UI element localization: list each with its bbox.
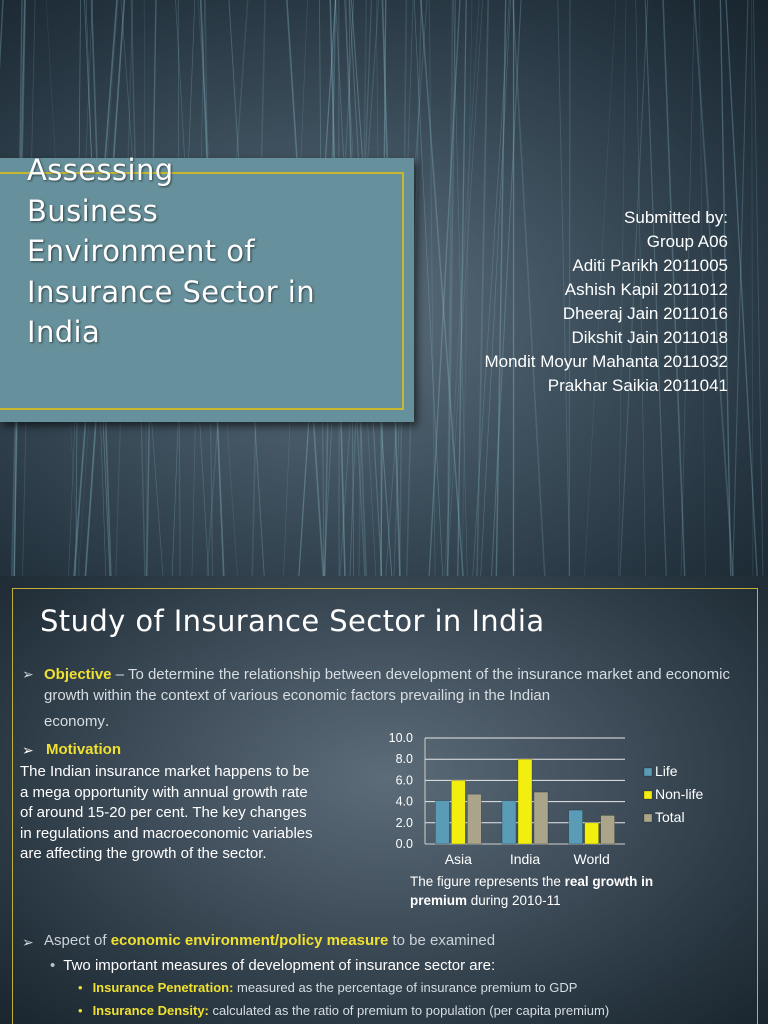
submitted-by-block (484, 206, 728, 398)
y-tick-label: 4.0 (395, 794, 413, 809)
title-line: Environment of (27, 234, 255, 268)
caption-bold: real growth in premium (410, 874, 654, 908)
x-tick-label: World (573, 851, 610, 867)
member-name: Dikshit Jain 2011018 (571, 328, 728, 347)
objective-label: Objective (44, 666, 112, 683)
legend-swatch (644, 768, 652, 776)
x-tick-label: Asia (444, 851, 472, 867)
chart-caption (410, 872, 710, 910)
bar-nonlife-asia (451, 780, 465, 844)
bar-total-asia (467, 794, 481, 844)
background-line (428, 0, 460, 576)
objective-text: – To determine the relationship between development of the insurance market and economic growth within the context of various economic factors prevailing in the Indian (44, 666, 730, 704)
member-name: Aditi Parikh 2011005 (572, 256, 728, 275)
measure-text: measured as the percentage of insurance premium to GDP (233, 980, 578, 995)
bar-life-india (502, 801, 516, 844)
aspect-post: to be examined (388, 932, 496, 949)
background-line (753, 0, 763, 576)
presentation-title (27, 150, 407, 353)
bar-life-asia (435, 801, 449, 844)
measures-intro (50, 957, 495, 974)
caption-post: during 2010-11 (467, 893, 561, 908)
bar-nonlife-world (585, 823, 599, 844)
title-line: Assessing (27, 153, 174, 187)
legend-swatch (644, 814, 652, 822)
bar-total-world (601, 815, 615, 844)
arrow-bullet-icon: ➢ (22, 742, 34, 758)
y-tick-label: 6.0 (395, 773, 413, 788)
background-line (414, 0, 444, 576)
member-name: Ashish Kapil 2011012 (564, 280, 728, 299)
member-name: Dheeraj Jain 2011016 (562, 304, 728, 323)
motivation-text: The Indian insurance market happens to be a mega opportunity with annual growth rate of around 15-20 per cent. The key changes in regulations and macroeconomic variables are affecting the growth of the sector. (20, 763, 313, 862)
submitted-heading: Submitted by: (624, 208, 728, 227)
measure-item (78, 980, 577, 995)
title-line: Business (27, 193, 159, 228)
aspect-line (44, 932, 495, 949)
background-line (752, 0, 753, 576)
bullet-dot-icon: • (50, 957, 56, 974)
y-tick-label: 8.0 (395, 752, 413, 767)
objective-period: . (104, 713, 110, 730)
y-tick-label: 0.0 (395, 837, 413, 851)
measure-item (78, 1003, 609, 1018)
background-line (462, 0, 472, 576)
bullet-dot-icon: • (78, 980, 83, 995)
arrow-bullet-icon: ➢ (22, 666, 34, 682)
legend-swatch (644, 791, 652, 799)
legend-label: Total (655, 809, 685, 825)
legend-label: Life (655, 763, 678, 779)
slide-title: Study of Insurance Sector in India (40, 604, 545, 638)
aspect-pre: Aspect of (44, 932, 111, 949)
bullet-dot-icon: • (78, 1003, 83, 1018)
y-tick-label: 10.0 (388, 731, 413, 745)
member-name: Prakhar Saikia 2011041 (547, 376, 728, 395)
legend-label: Non-life (655, 786, 704, 802)
arrow-bullet-icon: ➢ (22, 934, 34, 950)
growth-bar-chart (370, 731, 730, 871)
title-line: India (27, 315, 101, 349)
measure-label: Insurance Penetration: (92, 980, 234, 995)
bar-life-world (569, 810, 583, 844)
x-tick-label: India (509, 851, 541, 867)
title-line: Insurance Sector in (27, 274, 315, 309)
group-name: Group A06 (646, 232, 728, 251)
bar-nonlife-india (518, 759, 532, 844)
member-name: Mondit Moyur Mahanta 2011032 (484, 352, 728, 371)
background-line (732, 0, 748, 576)
objective-tail: economy (44, 713, 105, 730)
motivation-label: Motivation (46, 741, 121, 758)
background-line (420, 0, 464, 576)
measures-intro-text: Two important measures of development of insurance sector are: (63, 957, 496, 974)
aspect-bold: economic environment/policy measure (110, 932, 389, 949)
caption-pre: The figure represents the (410, 874, 565, 889)
measure-text: calculated as the ratio of premium to population (per capita premium) (208, 1003, 610, 1018)
y-tick-label: 2.0 (395, 815, 413, 830)
measure-label: Insurance Density: (92, 1003, 209, 1018)
bar-total-india (534, 792, 548, 844)
objective-paragraph (44, 664, 754, 732)
study-slide (0, 576, 768, 1024)
